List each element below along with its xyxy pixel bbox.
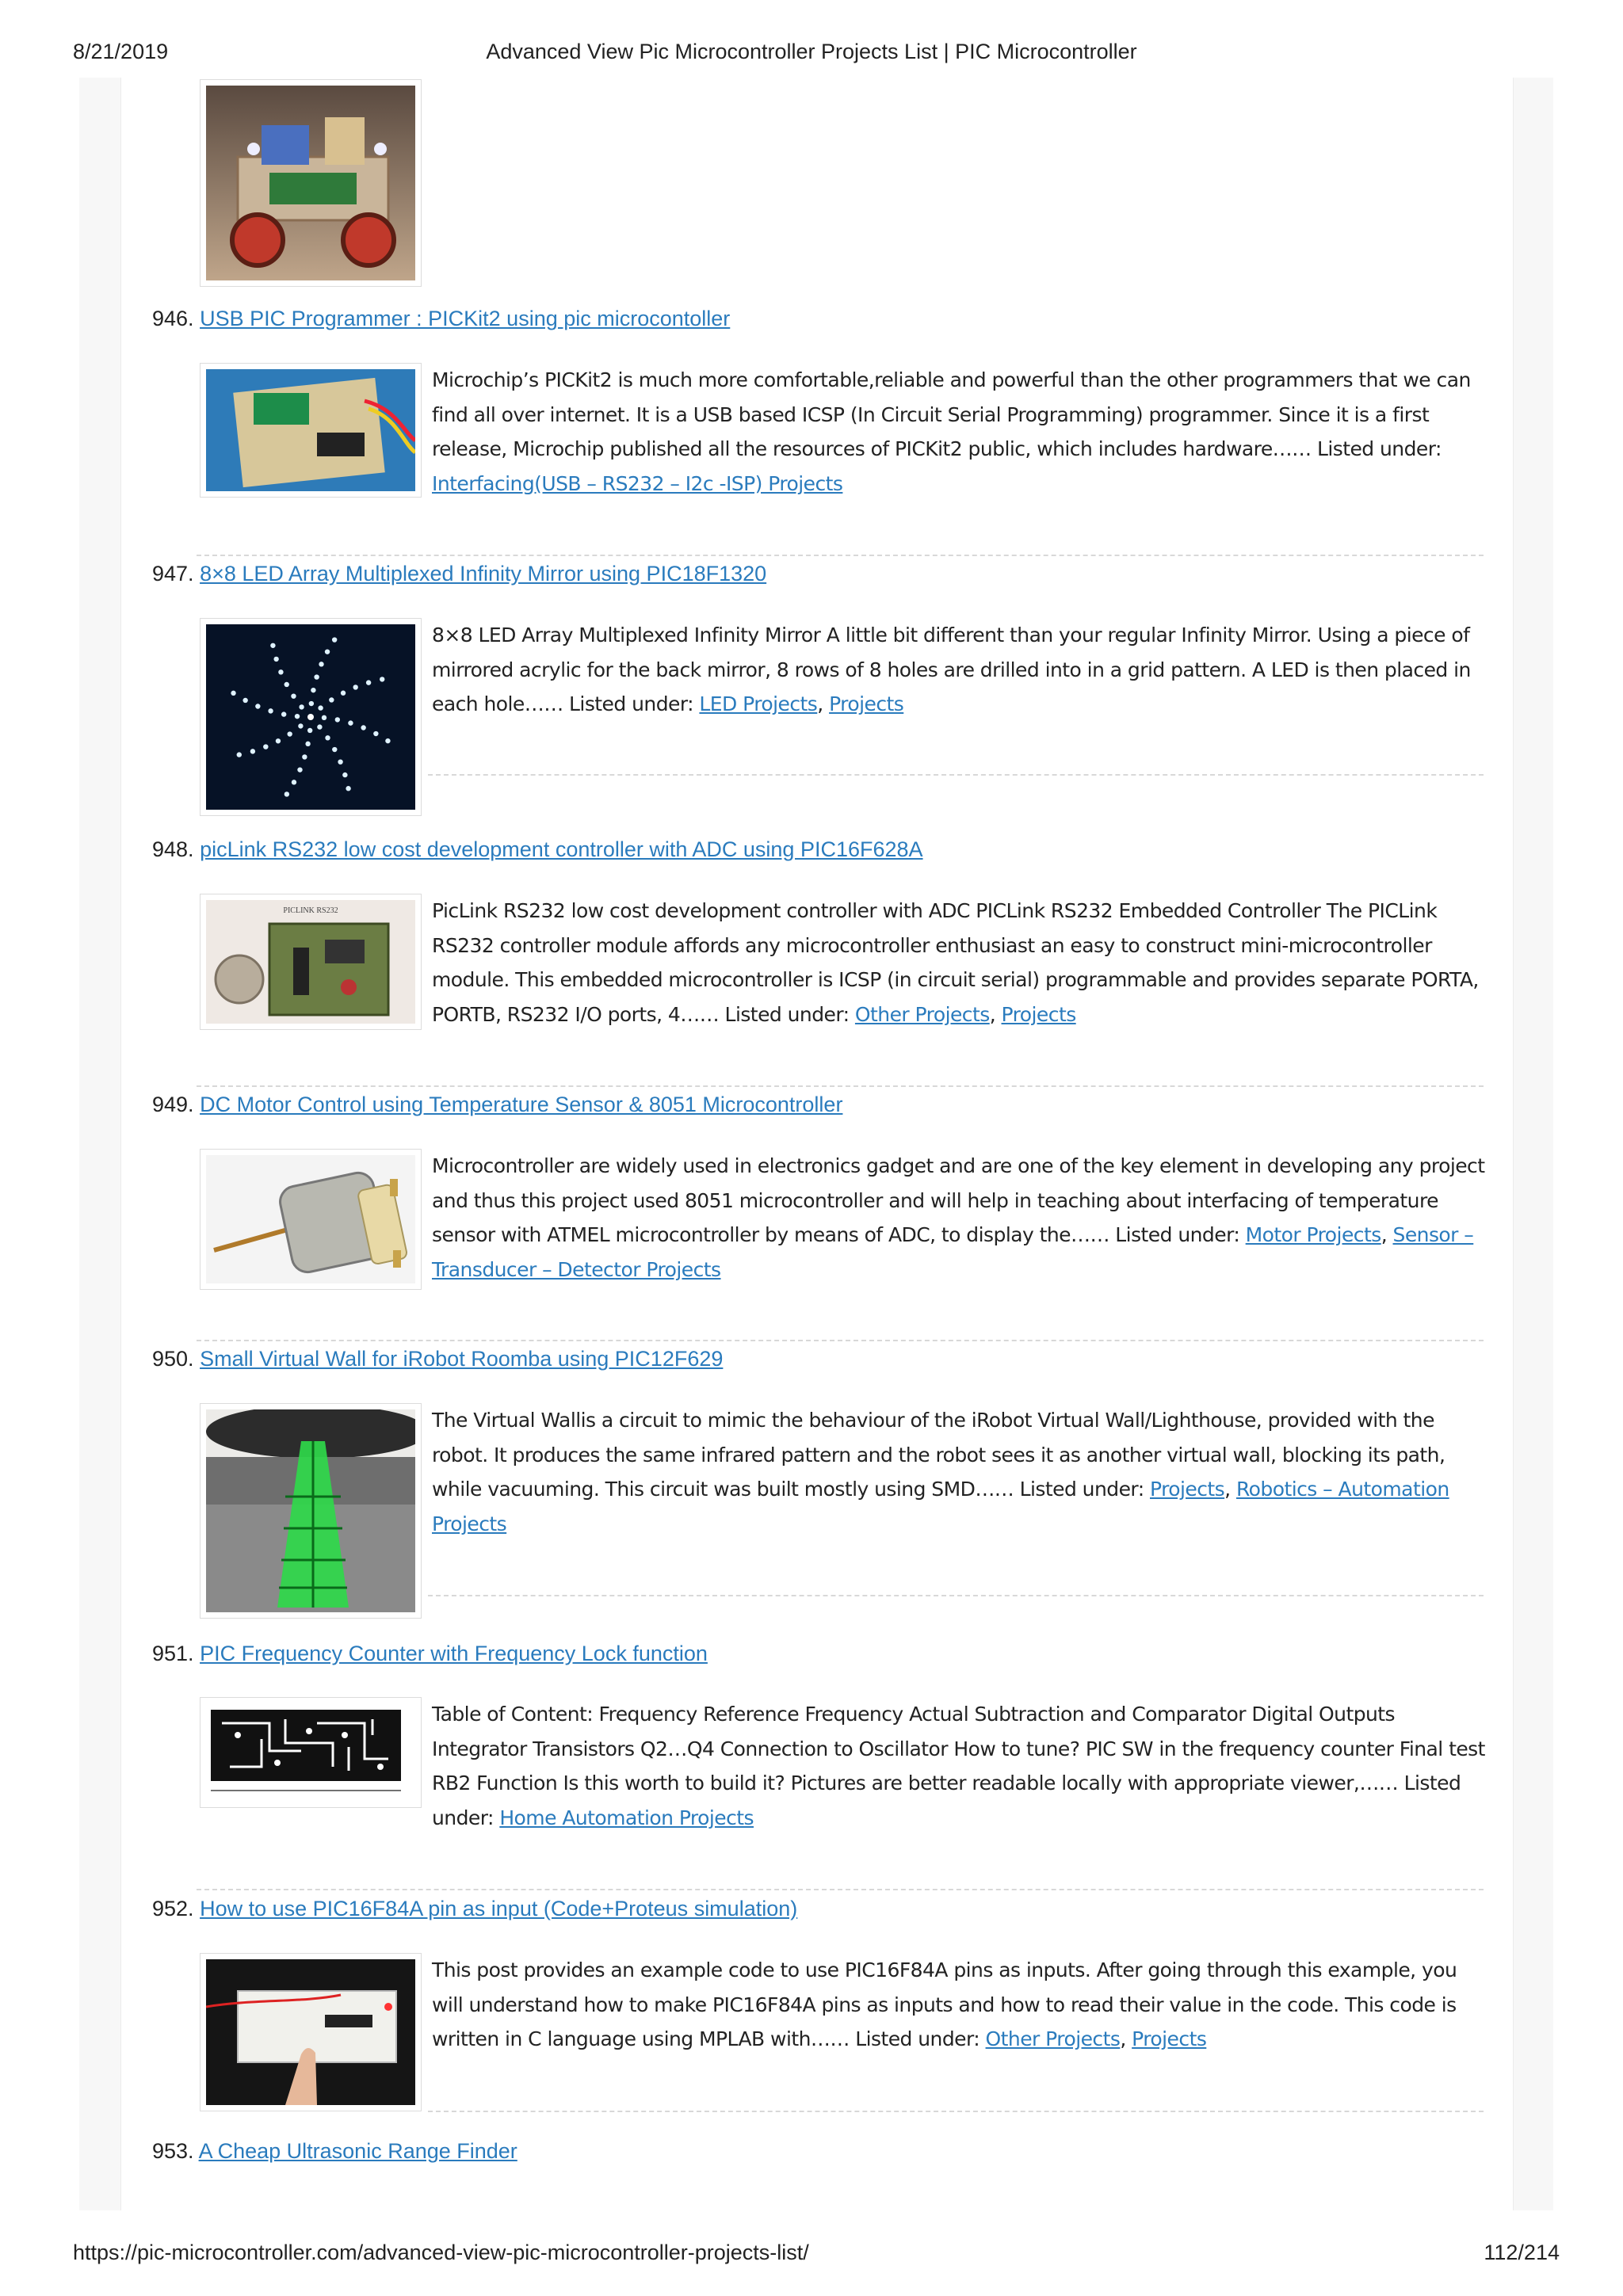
led-dot xyxy=(263,744,268,749)
led-dot xyxy=(307,714,314,720)
print-url: https://pic-microcontroller.com/advanced-view-pic-microcontroller-projects-list/ xyxy=(73,2241,809,2264)
led-dot xyxy=(373,731,378,736)
category-link[interactable]: Sensor – Transducer – Detector Projects xyxy=(432,1223,1474,1281)
led-dot xyxy=(298,723,303,728)
category-link[interactable]: LED Projects xyxy=(699,692,818,715)
led-dot xyxy=(295,714,300,719)
entry-separator xyxy=(197,555,1484,556)
led-dot xyxy=(311,688,315,692)
led-dot xyxy=(268,708,273,713)
category-link[interactable]: Projects xyxy=(1001,1002,1076,1026)
led-dot xyxy=(250,749,255,753)
entry-excerpt-949: Microcontroller are widely used in electronics gadget and are one of the key element in developing any project and thus this project used 8051 microcontroller and will help in teaching about interfacing of temperature sensor with ATMEL microcontroller by means of ADC, to display the…… Listed under: Motor Projects, Sensor – Transducer – Detector Projects xyxy=(432,1154,1485,1281)
entry-link-951[interactable]: PIC Frequency Counter with Frequency Lock function xyxy=(200,1642,708,1665)
entry-separator xyxy=(428,774,1484,776)
breadboard-thumbnail xyxy=(200,1953,422,2111)
led-dot xyxy=(366,680,371,685)
led-dot xyxy=(346,786,350,791)
print-date: 8/21/2019 xyxy=(73,40,169,63)
led-dot xyxy=(270,643,275,648)
category-link[interactable]: Robotics – Automation Projects xyxy=(432,1478,1449,1535)
led-dot xyxy=(231,691,235,696)
led-dot xyxy=(329,697,334,702)
piclink-thumb-label: PICLINK RS232 xyxy=(283,906,338,915)
print-page-number: 112/214 xyxy=(1484,2241,1560,2264)
led-dot xyxy=(309,701,314,706)
entry-excerpt-952: This post provides an example code to use PIC16F84A pins as inputs. After going through this example, you will understand how to make PIC16F84A pins as inputs and how to read their value in the code. This code is written in C language using MPLAB with…… Listed under: Other Projects, Projects xyxy=(432,1958,1457,2050)
entry-title-952: 952. How to use PIC16F84A pin as input (Code+Proteus simulation) xyxy=(152,1897,798,1920)
entry-link-948[interactable]: picLink RS232 low cost development controller with ADC using PIC16F628A xyxy=(200,837,923,861)
led-dot xyxy=(276,738,281,743)
entry-excerpt-951: Table of Content: Frequency Reference Frequency Actual Subtraction and Comparator Digital Outputs Integrator Transistors Q2…Q4 Connection to Oscillator How to tune? PIC SW in the frequency counter Final test RB2 Function Is this worth to build it? Pictures are better readable locally with appropriate viewer,…… Listed under: Home Automation Projects xyxy=(432,1703,1485,1829)
led-dot xyxy=(380,677,384,681)
led-dot xyxy=(332,637,337,642)
led-dot xyxy=(335,717,340,722)
led-dot xyxy=(302,754,307,759)
entry-link-946[interactable]: USB PIC Programmer : PICKit2 using pic microcontoller xyxy=(200,307,731,330)
led-dot xyxy=(278,669,283,674)
entry-link-949[interactable]: DC Motor Control using Temperature Sensor & 8051 Microcontroller xyxy=(200,1093,843,1116)
infinity-mirror-thumbnail xyxy=(200,618,422,816)
virtual-wall-thumbnail xyxy=(200,1403,422,1619)
led-dot xyxy=(361,725,365,730)
category-link[interactable]: Other Projects xyxy=(854,1002,990,1026)
led-dot xyxy=(285,791,289,796)
entry-separator xyxy=(197,1889,1484,1890)
led-dot xyxy=(299,704,304,709)
led-dot xyxy=(353,685,357,689)
category-link[interactable]: Interfacing(USB – RS232 – I2c -ISP) Projects xyxy=(432,471,843,495)
entry-link-953[interactable]: A Cheap Ultrasonic Range Finder xyxy=(198,2139,517,2163)
entry-link-947[interactable]: 8×8 LED Array Multiplexed Infinity Mirror using PIC18F1320 xyxy=(200,562,767,585)
entry-separator xyxy=(428,2111,1484,2112)
entry-link-950[interactable]: Small Virtual Wall for iRobot Roomba using PIC12F629 xyxy=(200,1347,724,1371)
led-dot xyxy=(307,728,312,733)
entry-separator xyxy=(428,1595,1484,1596)
entry-title-953: 953. A Cheap Ultrasonic Range Finder xyxy=(152,2139,517,2163)
led-dot xyxy=(385,738,390,743)
entry-title-950: 950. Small Virtual Wall for iRobot Roomba using PIC12F629 xyxy=(152,1347,724,1371)
piclink-thumbnail xyxy=(200,894,422,1030)
led-dot xyxy=(255,704,260,708)
category-link[interactable]: Projects xyxy=(1149,1478,1225,1501)
entry-title-951: 951. PIC Frequency Counter with Frequency Lock function xyxy=(152,1642,708,1665)
led-dot xyxy=(287,731,292,736)
entry-title-946: 946. USB PIC Programmer : PICKit2 using pic microcontoller xyxy=(152,307,731,330)
entry-title-949: 949. DC Motor Control using Temperature Sensor & 8051 Microcontroller xyxy=(152,1093,843,1116)
category-link[interactable]: Other Projects xyxy=(985,2027,1121,2050)
led-dot xyxy=(285,682,289,687)
led-dot xyxy=(325,649,330,654)
led-dot xyxy=(291,693,296,698)
led-dot xyxy=(237,752,242,757)
entry-link-952[interactable]: How to use PIC16F84A pin as input (Code+Proteus simulation) xyxy=(200,1897,798,1920)
category-link[interactable]: Home Automation Projects xyxy=(499,1806,754,1829)
led-dot xyxy=(281,711,286,716)
category-link[interactable]: Projects xyxy=(1132,2027,1207,2050)
entry-excerpt-950: The Virtual Wallis a circuit to mimic the behaviour of the iRobot Virtual Wall/Lighthouse, provided with the robot. It produces the same infrared pattern and the robot sees it as another virtual wall, blocking its path, while vacuuming. This circuit was built mostly using SMD…… Listed under: Projects, Robotics – Automation Projects xyxy=(432,1409,1449,1535)
entry-separator xyxy=(197,1340,1484,1341)
entry-excerpt-947: 8×8 LED Array Multiplexed Infinity Mirror A little bit different than your regular Infinity Mirror. Using a piece of mirrored acrylic for the back mirror, 8 rows of 8 holes are drilled into in a grid pattern. A LED is then placed in each hole…… Listed under: LED Projects, Projects xyxy=(432,624,1471,715)
led-dot xyxy=(348,720,353,725)
led-dot xyxy=(297,767,302,772)
led-dot xyxy=(338,759,342,764)
led-dot xyxy=(325,735,330,740)
robot-thumbnail xyxy=(200,79,422,287)
led-dot xyxy=(242,698,247,703)
dc-motor-thumbnail xyxy=(200,1149,422,1290)
led-dot xyxy=(292,780,296,784)
led-dot xyxy=(322,715,327,720)
led-dot xyxy=(319,662,323,666)
led-dot xyxy=(342,772,347,777)
led-dot xyxy=(317,724,322,729)
entry-excerpt-948: PicLink RS232 low cost development controller with ADC PICLink RS232 Embedded Controller The PICLink RS232 controller module affords any microcontroller enthusiast an easy to construct mini-microcontroller module. This embedded microcontroller is ICSP (in circuit serial) programmable and provides separate PORTA, PORTB, RS232 I/O ports, 4…… Listed under: Other Projects, Projects xyxy=(432,899,1479,1026)
frequency-counter-pcb-thumbnail xyxy=(200,1697,422,1808)
led-dot xyxy=(273,657,278,662)
category-link[interactable]: Projects xyxy=(829,692,904,715)
entry-title-948: 948. picLink RS232 low cost development controller with ADC using PIC16F628A xyxy=(152,837,923,861)
category-link[interactable]: Motor Projects xyxy=(1245,1223,1381,1246)
led-dot xyxy=(341,691,346,696)
print-title: Advanced View Pic Microcontroller Projects List | PIC Microcontroller xyxy=(486,40,1137,63)
entry-excerpt-946: Microchip’s PICKit2 is much more comfortable,reliable and powerful than the other programmers that we can find all over internet. It is a USB based ICSP (In Circuit Serial Programming) programmer. Since it is a first release, Microchip published all the resources of PICKit2 public, which includes hardware…… Listed under: Interfacing(USB – RS232 – I2c -ISP) Projects xyxy=(432,368,1471,495)
led-dot xyxy=(314,674,319,679)
led-dot xyxy=(332,747,337,752)
entry-separator xyxy=(197,1085,1484,1087)
pickit2-thumbnail xyxy=(200,363,422,498)
led-dot xyxy=(305,742,310,746)
entry-title-947: 947. 8×8 LED Array Multiplexed Infinity Mirror using PIC18F1320 xyxy=(152,562,767,585)
led-dot xyxy=(318,705,323,710)
